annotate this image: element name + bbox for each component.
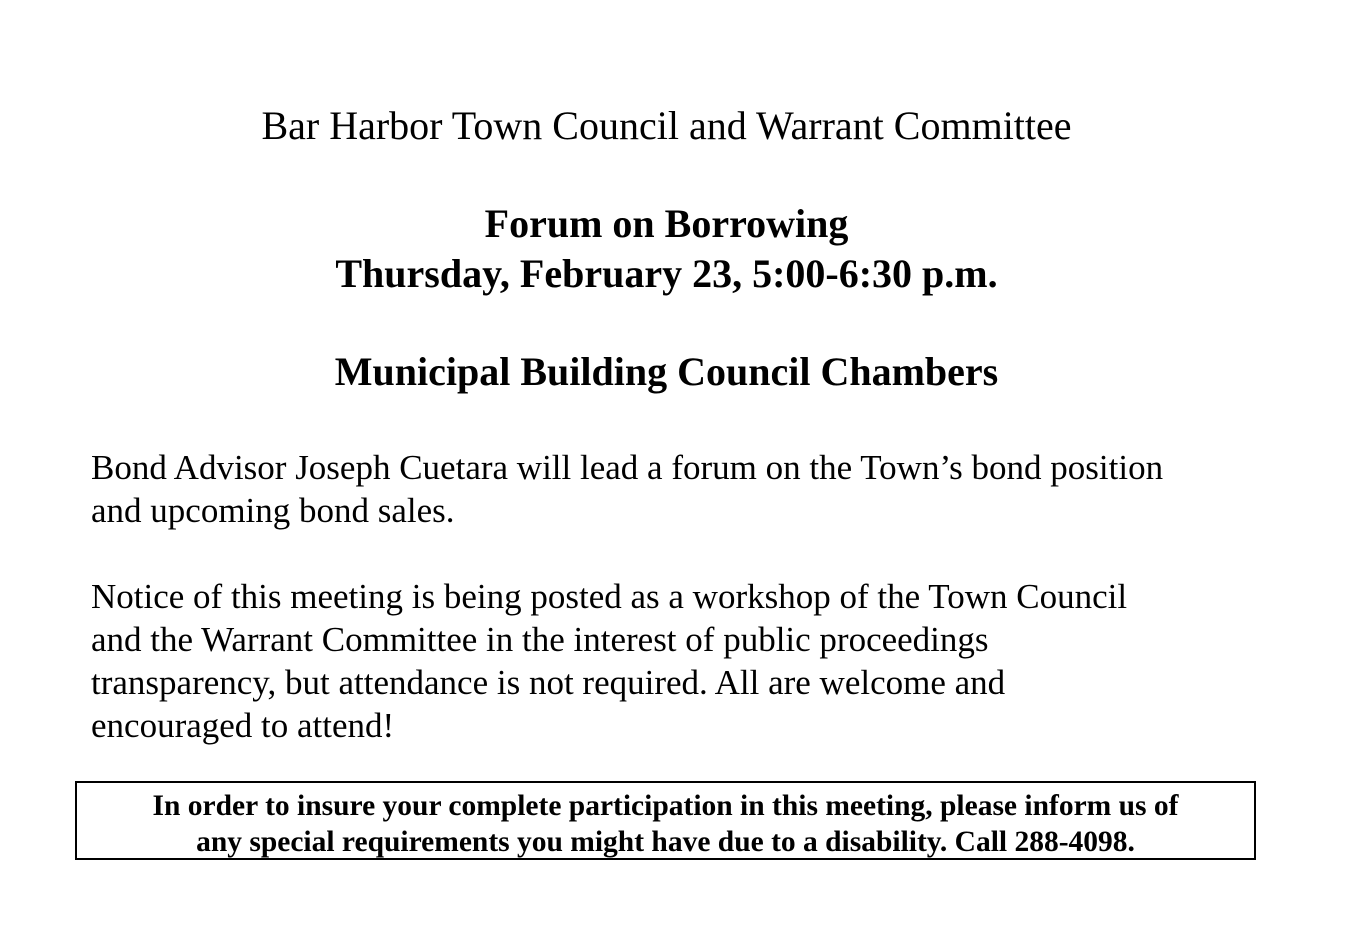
venue-heading: Municipal Building Council Chambers [334, 349, 999, 394]
paragraph-line: transparency, but attendance is not required. All are welcome and [91, 663, 1006, 702]
paragraph-forum-description [91, 446, 1261, 532]
paragraph-meeting-notice [91, 575, 1261, 747]
notice-line: In order to insure your complete participation in this meeting, please inform us of [152, 790, 1179, 822]
paragraph-line: and the Warrant Committee in the interest of public proceedings [91, 620, 989, 659]
paragraph-line: Notice of this meeting is being posted as a workshop of the Town Council [91, 577, 1128, 616]
paragraph-line: encouraged to attend! [91, 706, 395, 745]
event-date: Thursday, February 23, 5:00-6:30 p.m. [335, 251, 998, 296]
event-title: Forum on Borrowing [484, 201, 849, 246]
paragraph-line: and upcoming bond sales. [91, 491, 455, 530]
organization-heading: Bar Harbor Town Council and Warrant Committee [261, 103, 1072, 148]
accessibility-notice-box [75, 781, 1256, 860]
notice-line: any special requirements you might have due to a disability. Call 288-4098. [196, 826, 1135, 858]
paragraph-line: Bond Advisor Joseph Cuetara will lead a forum on the Town’s bond position [91, 448, 1164, 487]
